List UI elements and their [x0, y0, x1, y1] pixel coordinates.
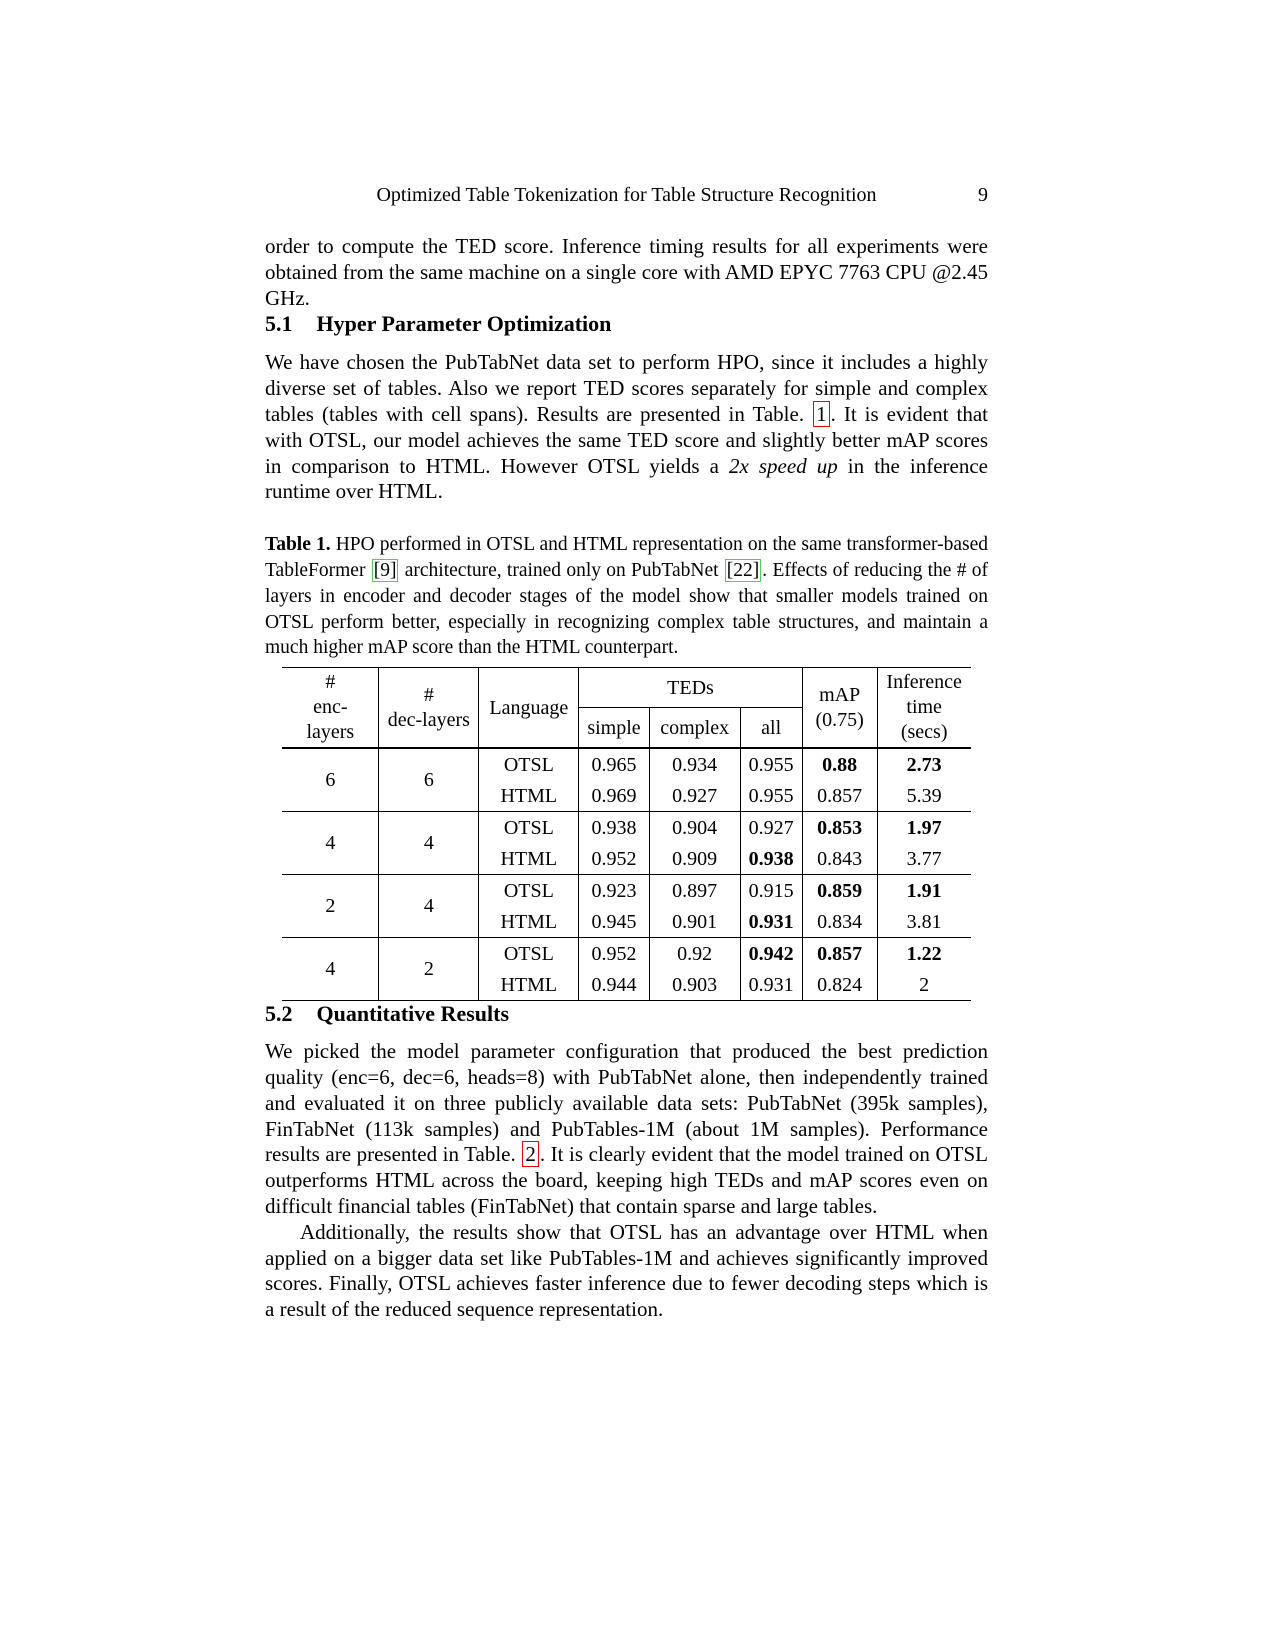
- cell-complex: 0.927: [649, 780, 740, 812]
- cell-lang: OTSL: [479, 938, 579, 970]
- table1-body: [282, 748, 970, 1001]
- page-number: 9: [978, 184, 988, 206]
- text-segment: Table 1.: [265, 534, 331, 556]
- cell-map: 0.857: [802, 780, 877, 812]
- cell-time: 3.77: [877, 843, 971, 875]
- cell-complex: 0.903: [649, 969, 740, 1001]
- content-column: [265, 0, 988, 1323]
- cell-lang: HTML: [479, 906, 579, 938]
- col-header-text: (0.75): [815, 708, 864, 731]
- text-segment: . Effects of reducing the # of layers in encoder and decoder stages of the model show that smaller models trained on OTSL perform better, especially in recognizing complex table structures, and maintain a much higher mAP score than the HTML counterpart.: [265, 559, 988, 659]
- paragraph-intro: [265, 234, 988, 311]
- cell-all: 0.927: [740, 812, 802, 844]
- cell-lang: OTSL: [479, 875, 579, 907]
- table1: [282, 667, 970, 1001]
- cell-map: 0.859: [802, 875, 877, 907]
- col-header-text: dec-layers: [387, 708, 470, 731]
- cell-all: 0.931: [740, 906, 802, 938]
- table-header-row-1: [282, 668, 970, 708]
- table-row: [282, 812, 970, 844]
- citation-link[interactable]: [9]: [373, 559, 397, 581]
- cell-time: 2.73: [877, 748, 971, 780]
- cell-complex: 0.904: [649, 812, 740, 844]
- section-title: Quantitative Results: [316, 1001, 509, 1027]
- cell-map: 0.857: [802, 938, 877, 970]
- text-segment: We have chosen the PubTabNet data set to perform HPO, since it includes a highly diverse set of tables. Also we report TED scores separately for simple and complex tables (tables with cell spans). Results are presented in Table.: [265, 350, 988, 426]
- col-header-enc-layers: [282, 668, 379, 749]
- col-header-teds: TEDs: [579, 668, 802, 708]
- cell-dec-layers: 6: [379, 748, 479, 812]
- ref-link[interactable]: 2: [522, 1141, 539, 1167]
- cell-time: 5.39: [877, 780, 971, 812]
- text-segment: We picked the model parameter configuration that produced the best prediction quality (enc=6, dec=6, heads=8) with PubTabNet alone, then independently trained and evaluated it on three publicly available data sets: PubTabNet (395k samples), FinTabNet (113k samples) and PubTables-1M (about 1M samples). Performance results are presented in Table.: [265, 1039, 988, 1167]
- col-header-dec-layers: [379, 668, 479, 749]
- table-row: [282, 875, 970, 907]
- cell-map: 0.88: [802, 748, 877, 780]
- cell-simple: 0.938: [579, 812, 649, 844]
- cell-map: 0.853: [802, 812, 877, 844]
- cell-complex: 0.897: [649, 875, 740, 907]
- cell-lang: HTML: [479, 969, 579, 1001]
- running-head-title: Optimized Table Tokenization for Table Structure Recognition: [376, 184, 877, 206]
- col-header-text: #: [423, 683, 434, 706]
- table-row: [282, 938, 970, 970]
- section-number: 5.2: [265, 1001, 293, 1027]
- cell-simple: 0.952: [579, 843, 649, 875]
- table1-caption: [265, 532, 988, 661]
- col-header-text: enc-layers: [306, 696, 355, 744]
- col-header-simple: simple: [579, 708, 649, 749]
- text-segment: architecture, trained only on PubTabNet: [399, 559, 724, 581]
- cell-lang: HTML: [479, 780, 579, 812]
- cell-all: 0.955: [740, 748, 802, 780]
- col-header-text: mAP: [819, 683, 861, 706]
- paragraph-5-2-a: [265, 1039, 988, 1220]
- text-segment: HPO performed in OTSL and HTML representation on the same transformer-based TableFormer: [265, 534, 988, 581]
- cell-all: 0.942: [740, 938, 802, 970]
- col-header-language: Language: [479, 668, 579, 749]
- cell-all: 0.955: [740, 780, 802, 812]
- col-header-text: #: [325, 671, 336, 694]
- section-heading-5-2: [265, 1001, 988, 1027]
- running-head: [265, 183, 988, 208]
- col-header-map: [802, 668, 877, 749]
- col-header-all: all: [740, 708, 802, 749]
- cell-complex: 0.901: [649, 906, 740, 938]
- cell-time: 1.91: [877, 875, 971, 907]
- paragraph-5-2-b: [265, 1220, 988, 1323]
- cell-enc-layers: 6: [282, 748, 379, 812]
- cell-dec-layers: 4: [379, 812, 479, 875]
- cell-simple: 0.969: [579, 780, 649, 812]
- cell-simple: 0.965: [579, 748, 649, 780]
- cell-map: 0.834: [802, 906, 877, 938]
- cell-lang: OTSL: [479, 748, 579, 780]
- cell-time: 2: [877, 969, 971, 1001]
- cell-time: 1.22: [877, 938, 971, 970]
- ref-link[interactable]: 1: [813, 401, 830, 427]
- citation-link[interactable]: [22]: [726, 559, 760, 581]
- text-segment: . It is clearly evident that the model trained on OTSL outperforms HTML across the board, keeping high TEDs and mAP scores even on difficult financial tables (FinTabNet) that contain sparse and large tables.: [265, 1142, 988, 1218]
- cell-complex: 0.909: [649, 843, 740, 875]
- cell-time: 1.97: [877, 812, 971, 844]
- cell-simple: 0.944: [579, 969, 649, 1001]
- cell-lang: OTSL: [479, 812, 579, 844]
- text-segment: Additionally, the results show that OTSL has an advantage over HTML when applied on a bigger data set like PubTables-1M and achieves significantly improved scores. Finally, OTSL achieves faster inference due to fewer decoding steps which is a result of the reduced sequence representation.: [265, 1219, 988, 1322]
- col-header-text: time (secs): [900, 696, 948, 744]
- cell-map: 0.843: [802, 843, 877, 875]
- cell-complex: 0.934: [649, 748, 740, 780]
- cell-enc-layers: 2: [282, 875, 379, 938]
- cell-time: 3.81: [877, 906, 971, 938]
- table1-header: [282, 668, 970, 749]
- text-segment: order to compute the TED score. Inference timing results for all experiments were obtained from the same machine on a single core with AMD EPYC 7763 CPU @2.45 GHz.: [265, 234, 988, 310]
- cell-dec-layers: 2: [379, 938, 479, 1001]
- table-row: [282, 748, 970, 780]
- section-number: 5.1: [265, 311, 293, 337]
- text-segment: . It is evident that with OTSL, our model achieves the same TED score and slightly better mAP scores in comparison to HTML. However OTSL yields a: [265, 401, 988, 478]
- cell-simple: 0.923: [579, 875, 649, 907]
- col-header-inference: [877, 668, 971, 749]
- col-header-complex: complex: [649, 708, 740, 749]
- col-header-text: Inference: [886, 671, 962, 694]
- text-segment: 2x speed up: [729, 453, 838, 478]
- cell-all: 0.931: [740, 969, 802, 1001]
- cell-simple: 0.945: [579, 906, 649, 938]
- cell-lang: HTML: [479, 843, 579, 875]
- cell-map: 0.824: [802, 969, 877, 1001]
- section-heading-5-1: [265, 311, 988, 337]
- cell-simple: 0.952: [579, 938, 649, 970]
- cell-enc-layers: 4: [282, 938, 379, 1001]
- cell-enc-layers: 4: [282, 812, 379, 875]
- text-segment: in the inference runtime over HTML.: [265, 453, 989, 504]
- cell-all: 0.915: [740, 875, 802, 907]
- cell-dec-layers: 4: [379, 875, 479, 938]
- paragraph-5-1: [265, 350, 988, 505]
- section-title: Hyper Parameter Optimization: [316, 311, 612, 337]
- cell-all: 0.938: [740, 843, 802, 875]
- cell-complex: 0.92: [649, 938, 740, 970]
